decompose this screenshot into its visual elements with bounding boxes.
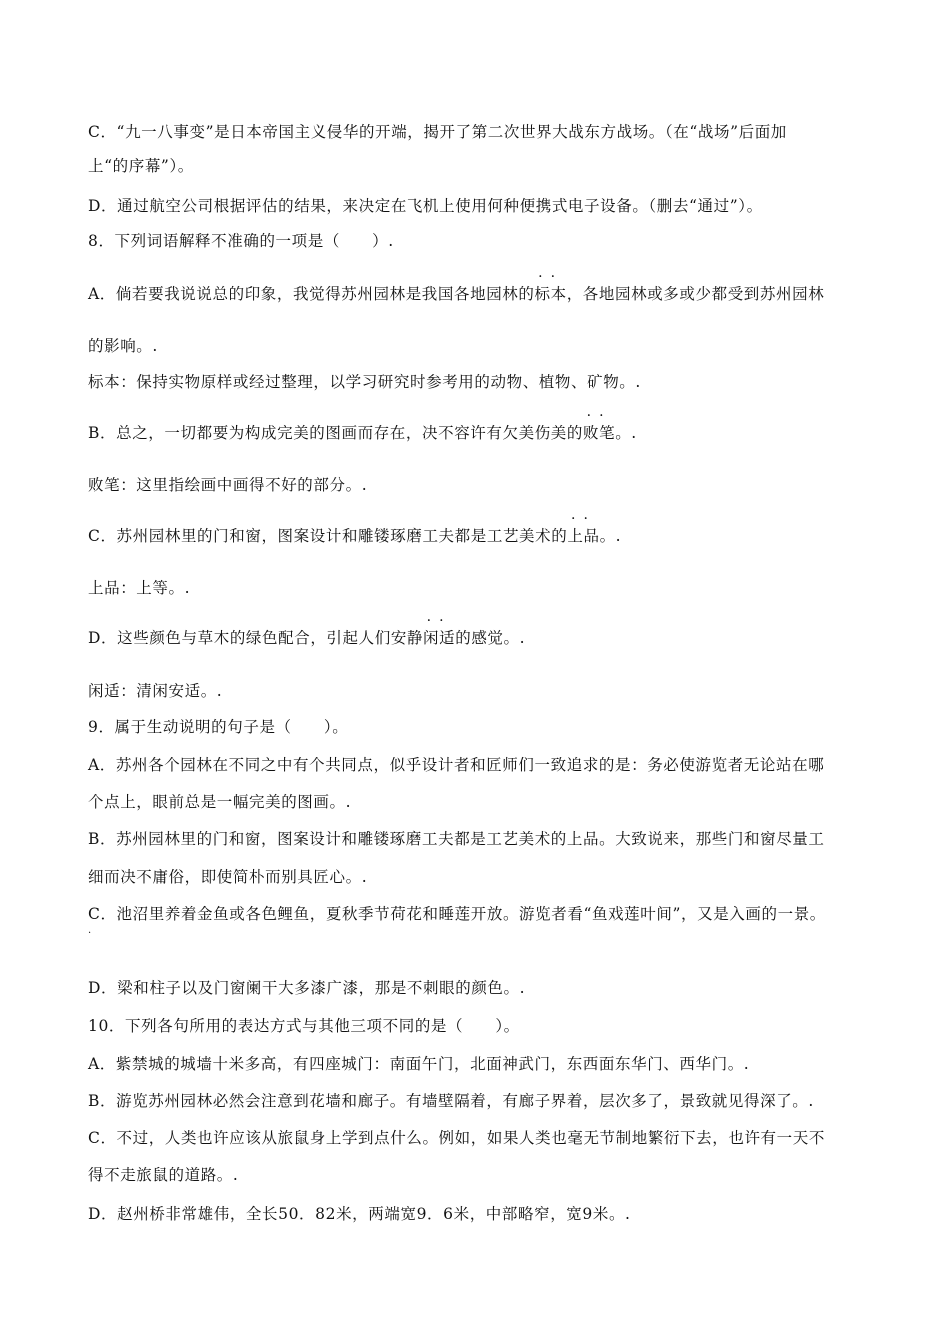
q8-option-a-line-2: 的影响。. <box>88 337 158 355</box>
q9-option-c: C．池沼里养着金鱼或各色鲤鱼，夏秋季节荷花和睡莲开放。游览者看“鱼戏莲叶间”，又是入画的一景。 <box>88 905 826 923</box>
q8-option-b-text: B．总之，一切都要为构成完美的图画而存在，决不容许有欠美伤美的 <box>88 424 583 442</box>
q9-option-b-line-2: 细而决不庸俗，即使简朴而别具匠心。. <box>88 868 368 886</box>
q8-option-a-text: A．倘若要我说说总的印象，我觉得苏州园林是我国各地园林的 <box>88 285 535 303</box>
q10-option-c-line-1: C．不过，人类也许应该从旅鼠身上学到点什么。例如，如果人类也毫无节制地繁衍下去，也许有一天不 <box>88 1129 825 1147</box>
q10-option-d: D．赵州桥非常雄伟，全长50．82米，两端宽9．6米，中部略窄，宽9米。. <box>88 1205 631 1223</box>
q10-option-c-line-2: 得不走旅鼠的道路。. <box>88 1166 239 1184</box>
question-9-stem: 9．属于生动说明的句子是（ ）。 <box>88 718 349 736</box>
emphasized-term: ·· 上品 <box>567 525 599 547</box>
q8-option-d <box>88 627 868 649</box>
option-c-line-2: 上“的序幕”）。 <box>88 157 194 175</box>
q9-option-a-line-2: 个点上，眼前总是一幅完美的图画。. <box>88 793 352 811</box>
q9-option-c-mark: . <box>88 925 92 936</box>
q10-option-b: B．游览苏州园林必然会注意到花墙和廊子。有墙壁隔着，有廊子界着，层次多了，景致就见得深了。. <box>88 1092 814 1110</box>
option-c-line-1: C．“九一八事变”是日本帝国主义侵华的开端，揭开了第二次世界大战东方战场。（在“战场”后面加 <box>88 123 787 141</box>
q8-option-a-definition: 标本：保持实物原样或经过整理，以学习研究时参考用的动物、植物、矿物。. <box>88 373 641 391</box>
q8-option-d-definition: 闲适：清闲安适。. <box>88 682 223 700</box>
emphasized-term: ·· 闲适 <box>423 627 455 649</box>
question-8-stem: 8．下列词语解释不准确的一项是（ ）. <box>88 232 394 250</box>
q9-option-a-line-1: A．苏州各个园林在不同之中有个共同点，似乎设计者和匠师们一致追求的是：务必使游览者无论站在哪 <box>88 756 825 774</box>
q8-option-b <box>88 422 868 444</box>
q9-option-b-line-1: B．苏州园林里的门和窗，图案设计和雕镂琢磨工夫都是工艺美术的上品。大致说来，那些门和窗尽量工 <box>88 830 825 848</box>
q8-option-c-definition: 上品：上等。. <box>88 579 191 597</box>
q8-option-c-text: C．苏州园林里的门和窗，图案设计和雕镂琢磨工夫都是工艺美术的 <box>88 527 568 545</box>
q8-option-d-text-end: 的感觉。. <box>455 629 526 647</box>
question-10-stem: 10．下列各句所用的表达方式与其他三项不同的是（ ）。 <box>88 1017 520 1035</box>
q8-option-b-definition: 败笔：这里指绘画中画得不好的部分。. <box>88 476 368 494</box>
emphasized-term: ·· 败笔 <box>583 422 615 444</box>
q8-option-a-text-end: ，各地园林或多或少都受到苏州园林 <box>566 285 825 303</box>
option-d-line: D．通过航空公司根据评估的结果，来决定在飞机上使用何种便携式电子设备。（删去“通过”）。 <box>88 197 763 215</box>
q9-option-d: D．梁和柱子以及门窗阑干大多漆广漆，那是不刺眼的颜色。. <box>88 979 526 997</box>
q8-option-c-text-end: 。. <box>599 527 622 545</box>
q8-option-d-text: D．这些颜色与草木的绿色配合，引起人们安静 <box>88 629 424 647</box>
q10-option-a: A．紫禁城的城墙十米多高，有四座城门：南面午门，北面神武门，东西面东华门、西华门。. <box>88 1055 750 1073</box>
q8-option-b-text-end: 。. <box>615 424 637 442</box>
q8-option-c <box>88 525 868 547</box>
q8-option-a <box>88 283 868 305</box>
emphasized-term: ·· 标本 <box>535 283 567 305</box>
